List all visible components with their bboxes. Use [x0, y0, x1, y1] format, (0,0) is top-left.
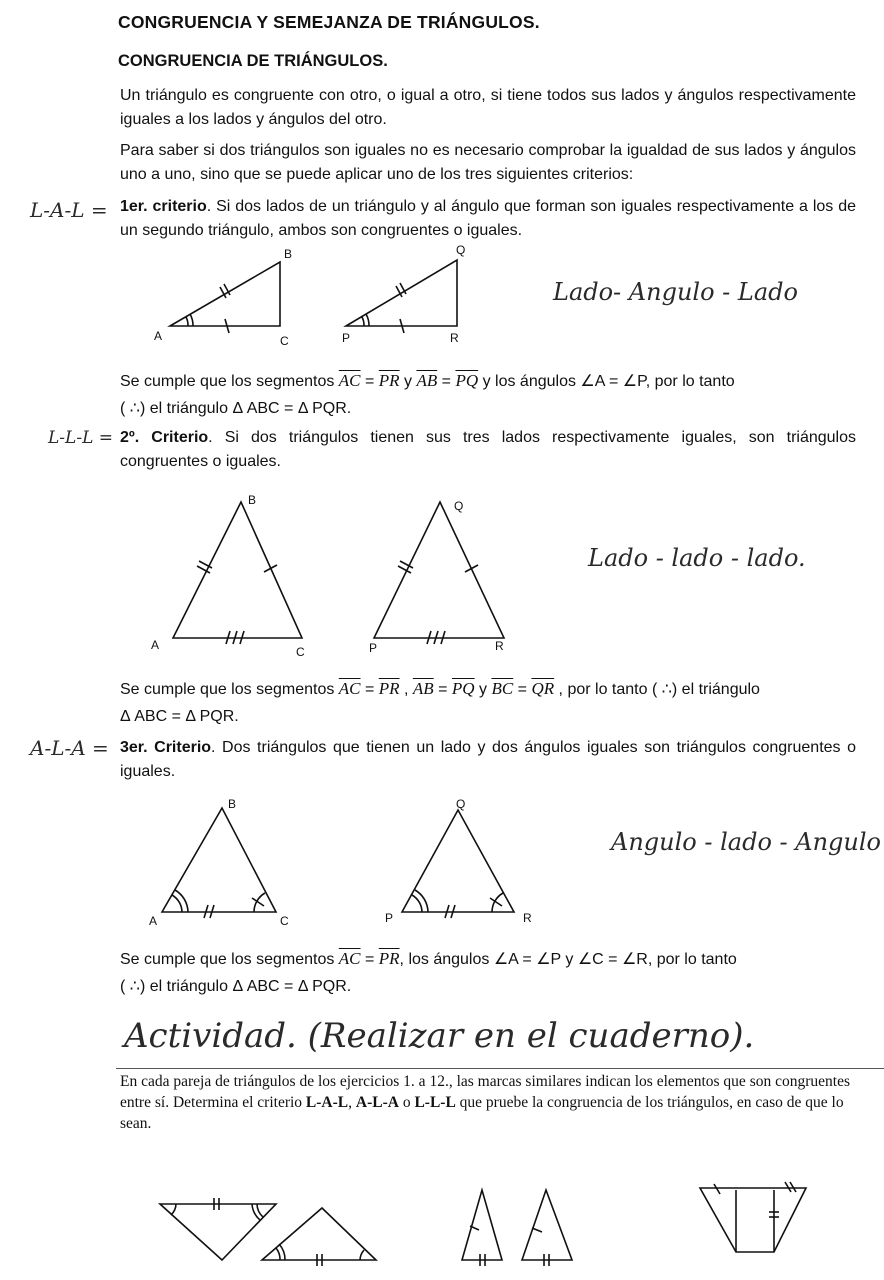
- conclusion-text: Se cumple que los segmentos: [120, 681, 339, 698]
- criterion-2-text: [120, 426, 856, 474]
- conclusion-text: =: [360, 681, 379, 698]
- criterion-2-label: 2º. Criterio: [120, 429, 209, 446]
- angle-arc: [186, 317, 188, 326]
- criterion-code: A-L-A: [355, 1094, 399, 1111]
- segment-label: $\overline{PR}$: [378, 679, 400, 698]
- segment-label: $\overline{BC}$: [491, 679, 514, 698]
- angle-arc: [366, 314, 369, 326]
- vertex-label: P: [342, 331, 351, 345]
- vertex-label: C: [296, 645, 305, 659]
- exercise-figures: [140, 1168, 884, 1280]
- criterion-2-body: . Si dos triángulos tienen sus tres lados respectivamente iguales, son triángulos congruentes o iguales.: [120, 429, 856, 470]
- angle-arc: [190, 314, 193, 326]
- page-title: CONGRUENCIA Y SEMEJANZA DE TRIÁNGULOS.: [118, 12, 540, 32]
- criterion-1-text: [120, 195, 856, 243]
- conclusion-text: ,: [399, 681, 413, 698]
- triangle-abc-3: [162, 808, 276, 912]
- criterion-3-text: [120, 736, 856, 784]
- activity-heading: Actividad. (Realizar en el cuaderno).: [124, 1016, 755, 1056]
- handwritten-lal: Lado- Angulo - Lado: [553, 278, 798, 306]
- divider-line: [116, 1068, 884, 1069]
- segment-label: $\overline{AB}$: [416, 371, 438, 390]
- vertex-label: C: [280, 334, 289, 348]
- criterion-3-label: 3er. Criterio: [120, 739, 212, 756]
- angle-arc: [276, 1248, 280, 1260]
- criterion-1-label: 1er. criterio: [120, 198, 207, 215]
- exercise-instructions: [120, 1071, 868, 1134]
- vertex-label: A: [154, 329, 163, 343]
- conclusion-text: y: [399, 373, 417, 390]
- criterion-1-figure: [140, 242, 480, 352]
- exercise-2-triangle-a: [462, 1190, 502, 1260]
- criterion-3-body: . Dos triángulos que tienen un lado y dos ángulos iguales son triángulos congruentes o iguales.: [120, 739, 856, 780]
- criterion-code: L-L-L: [414, 1094, 456, 1111]
- handwritten-lll: Lado - lado - lado.: [588, 544, 806, 572]
- conclusion-text: =: [433, 681, 452, 698]
- conclusion-text: y los ángulos ∠A = ∠P, por lo tanto: [478, 373, 735, 390]
- criterion-3-conclusion: [120, 945, 860, 1000]
- segment-label: $\overline{PQ}$: [451, 679, 475, 698]
- segment-label: $\overline{AC}$: [338, 371, 361, 390]
- conclusion-text: y: [474, 681, 492, 698]
- handwritten-ala: Angulo - lado - Angulo: [611, 828, 881, 856]
- conclusion-text: =: [360, 951, 379, 968]
- criterion-2-figure: [140, 488, 520, 660]
- vertex-label: B: [228, 797, 237, 811]
- conclusion-text: , los ángulos ∠A = ∠P y ∠C = ∠R, por lo tanto: [399, 951, 737, 968]
- vertex-label: R: [495, 639, 504, 653]
- criterion-3-figure: [140, 794, 540, 934]
- vertex-label: P: [369, 641, 378, 655]
- vertex-label: Q: [454, 499, 464, 513]
- margin-note-lal: L-A-L =: [30, 198, 108, 222]
- tick-mark: [714, 1184, 720, 1194]
- vertex-label: R: [450, 331, 459, 345]
- conclusion-text: =: [360, 373, 379, 390]
- angle-arc: [412, 895, 422, 912]
- section-title: CONGRUENCIA DE TRIÁNGULOS.: [118, 52, 388, 70]
- angle-arc: [362, 317, 364, 326]
- vertex-label: A: [149, 914, 158, 928]
- conclusion-text: , por lo tanto ( ∴) el triángulo: [554, 681, 760, 698]
- tick-mark: [465, 565, 478, 572]
- exercise-text: ,: [348, 1094, 356, 1111]
- criterion-1-body: . Si dos lados de un triángulo y al ángulo que forman son iguales respectivamente a los de un segundo triángulo, ambos son congruentes o iguales.: [120, 198, 856, 239]
- segment-label: $\overline{AB}$: [412, 679, 434, 698]
- vertex-label: R: [523, 911, 532, 925]
- criterion-code: L-A-L: [305, 1094, 349, 1111]
- angle-arc: [172, 895, 182, 912]
- vertex-label: B: [248, 493, 257, 507]
- conclusion-text: =: [437, 373, 456, 390]
- vertex-label: P: [385, 911, 394, 925]
- segment-label: $\overline{PR}$: [378, 371, 400, 390]
- triangle-abc-1: [170, 262, 280, 326]
- exercise-text: En cada pareja de triángulos de los ejercicios 1. a 12., las marcas similares indican los elementos que son congruentes entre sí. Determina el criterio: [120, 1073, 850, 1111]
- triangle-pqr-1: [346, 260, 457, 326]
- exercise-text: o: [398, 1094, 415, 1111]
- exercise-text: que pruebe la congruencia de los triángulos, en caso de que lo sean.: [120, 1094, 844, 1132]
- conclusion-line-2: ( ∴) el triángulo Δ ABC = Δ PQR.: [120, 978, 352, 995]
- vertex-label: Q: [456, 797, 466, 811]
- segment-label: $\overline{AC}$: [338, 949, 361, 968]
- conclusion-text: =: [513, 681, 532, 698]
- segment-label: $\overline{PR}$: [378, 949, 400, 968]
- exercise-2-triangle-b: [522, 1190, 572, 1260]
- vertex-label: A: [151, 638, 160, 652]
- conclusion-line-2: ( ∴) el triángulo Δ ABC = Δ PQR.: [120, 400, 352, 417]
- triangle-pqr-2: [374, 502, 504, 638]
- margin-note-ala: A-L-A =: [30, 736, 109, 760]
- angle-arc: [360, 1250, 364, 1260]
- vertex-label: B: [284, 247, 293, 261]
- angle-arc: [171, 1204, 176, 1215]
- triangle-abc-2: [173, 502, 302, 638]
- vertex-label: C: [280, 914, 289, 928]
- exercise-3-shape: [700, 1188, 806, 1252]
- angle-arc: [257, 1204, 263, 1217]
- tick-mark: [532, 1228, 542, 1232]
- vertex-label: Q: [456, 243, 466, 257]
- conclusion-line-2: Δ ABC = Δ PQR.: [120, 708, 239, 725]
- criterion-2-conclusion: [120, 675, 860, 730]
- intro-paragraph: Un triángulo es congruente con otro, o igual a otro, si tiene todos sus lados y ángulos respectivamente iguales a los lados y ángulos del otro.: [120, 87, 856, 128]
- segment-label: $\overline{QR}$: [531, 679, 555, 698]
- intro-paragraph-2: Para saber si dos triángulos son iguales no es necesario comprobar la igualdad de sus lados y ángulos uno a uno, sino que se puede aplicar uno de los tres siguientes criterios:: [120, 142, 856, 183]
- margin-note-lll: L-L-L =: [48, 428, 114, 448]
- conclusion-text: Se cumple que los segmentos: [120, 951, 339, 968]
- conclusion-text: Se cumple que los segmentos: [120, 373, 339, 390]
- segment-label: $\overline{AC}$: [338, 679, 361, 698]
- segment-label: $\overline{PQ}$: [455, 371, 479, 390]
- criterion-1-conclusion: [120, 367, 860, 422]
